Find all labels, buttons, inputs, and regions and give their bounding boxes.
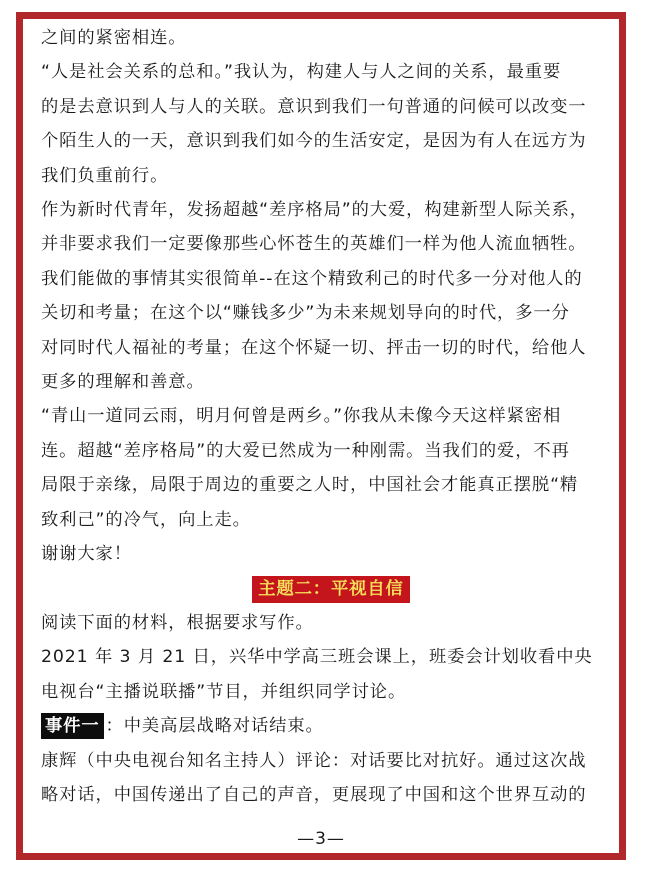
page-number: —3—	[297, 829, 345, 849]
document-body	[41, 21, 621, 812]
text-line: 的是去意识到人与人的关联。意识到我们一句普通的问候可以改变一	[41, 96, 587, 117]
text-line: 致利己”的冷气，向上走。	[41, 509, 251, 530]
text-line: 略对话，中国传递出了自己的声音，更展现了中国和这个世界互动的	[41, 784, 587, 805]
text-line: 阅读下面的材料，根据要求写作。	[41, 612, 314, 633]
event-line	[41, 709, 621, 743]
section-heading-row	[41, 572, 621, 606]
text-line: 作为新时代青年，发扬超越“差序格局”的大爱，构建新型人际关系，	[41, 200, 588, 221]
text-line: 电视台“主播说联播”节目，并组织同学讨论。	[41, 681, 407, 702]
text-line: “人是社会关系的总和。”我认为，构建人与人之间的关系，最重要	[41, 62, 562, 83]
event-text: ：中美高层战略对话结束。	[105, 716, 324, 737]
text-line: 关切和考量；在这个以“赚钱多少”为未来规划导向的时代，多一分	[41, 303, 570, 324]
text-line: 我们能做的事情其实很简单--在这个精致利己的时代多一分对他人的	[41, 268, 583, 289]
text-line: 谢谢大家！	[41, 544, 132, 565]
text-line: 康辉（中央电视台知名主持人）评论：对话要比对抗好。通过这次战	[41, 750, 587, 771]
text-line: 并非要求我们一定要像那些心怀苍生的英雄们一样为他人流血牺牲。	[41, 234, 587, 255]
text-line: 对同时代人福祉的考量；在这个怀疑一切、抨击一切的时代，给他人	[41, 337, 587, 358]
page-frame	[16, 12, 626, 860]
section-heading: 主题二：平视自信	[252, 576, 409, 603]
event-tag: 事件一	[41, 713, 104, 739]
text-line: 个陌生人的一天，意识到我们如今的生活安定，是因为有人在远方为	[41, 131, 587, 152]
text-line: 之间的紧密相连。	[41, 28, 187, 48]
text-line: 局限于亲缘，局限于周边的重要之人时，中国社会才能真正摆脱“精	[41, 475, 579, 496]
text-line: 我们负重前行。	[41, 165, 169, 186]
text-line: 2021 年 3 月 21 日，兴华中学高三班会课上，班委会计划收看中央	[41, 647, 593, 668]
text-line: 更多的理解和善意。	[41, 372, 205, 393]
text-line: 连。超越“差序格局”的大爱已然成为一种刚需。当我们的爱，不再	[41, 440, 570, 461]
text-line: “青山一道同云雨，明月何曾是两乡。”你我从未像今天这样紧密相	[41, 406, 562, 427]
